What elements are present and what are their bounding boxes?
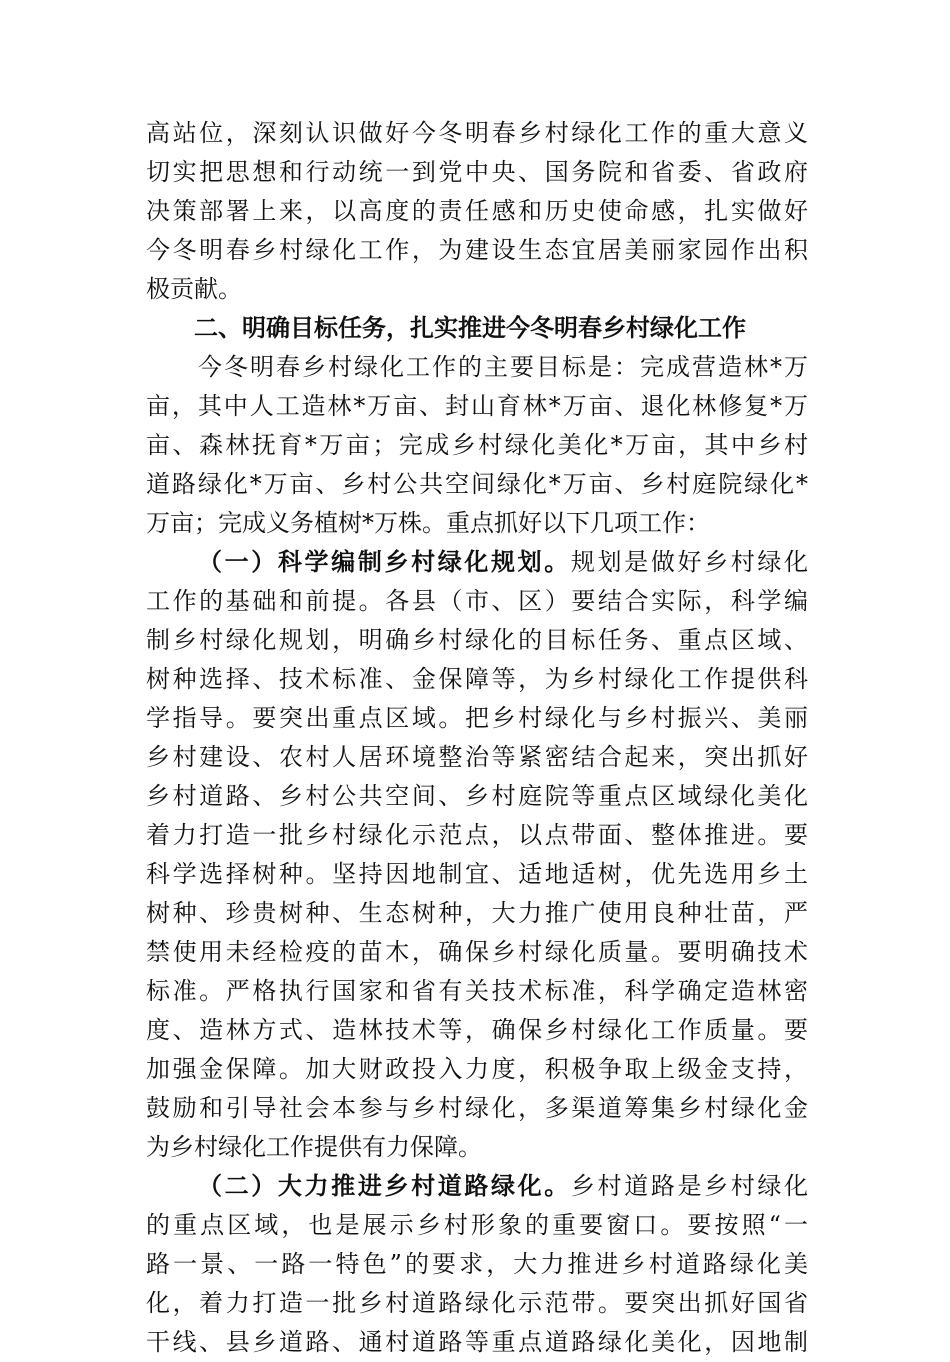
text-line: 树种选择、技术标准、金保障等，为乡村绿化工作提供科 [146, 665, 808, 693]
text-line: 干线、县乡道路、通村道路等重点道路绿化美化，因地制 [146, 1328, 808, 1356]
text-line: 度、造林方式、造林技术等，确保乡村绿化工作质量。要 [146, 1016, 808, 1044]
document-page [146, 114, 808, 1362]
text-line: 工作的基础和前提。各县（市、区）要结合实际，科学编 [146, 587, 808, 615]
text-line: 标准。严格执行国家和省有关技术标准，科学确定造林密 [146, 977, 808, 1005]
text-line: 亩、森林抚育*万亩；完成乡村绿化美化*万亩，其中乡村 [146, 431, 808, 459]
section-heading: 二、明确目标任务，扎实推进今冬明春乡村绿化工作 [194, 314, 746, 342]
text-line: 鼓励和引导社会本参与乡村绿化，多渠道筹集乡村绿化金 [146, 1094, 808, 1122]
text-line: 决策部署上来，以高度的责任感和历史使命感，扎实做好 [146, 197, 808, 225]
text-line: 乡村道路、乡村公共空间、乡村庭院等重点区域绿化美化 [146, 782, 808, 810]
text-line: 的重点区域，也是展示乡村形象的重要窗口。要按照“一 [146, 1211, 808, 1239]
text-line: 切实把思想和行动统一到党中央、国务院和省委、省政府 [146, 158, 808, 186]
text-line: 树种、珍贵树种、生态树种，大力推广使用良种壮苗，严 [146, 899, 808, 927]
text-line: 高站位，深刻认识做好今冬明春乡村绿化工作的重大意义 [146, 119, 808, 147]
text-line: 为乡村绿化工作提供有力保障。 [146, 1133, 482, 1161]
text-line: 万亩；完成义务植树*万株。重点抓好以下几项工作： [146, 509, 710, 537]
text-line [146, 1167, 808, 1206]
paragraph-planning [146, 543, 808, 1167]
text-line: 乡村建设、农村人居环境整治等紧密结合起来，突出抓好 [146, 743, 808, 771]
text-segment: 规划是做好乡村绿化 [570, 548, 809, 576]
text-line: 路一景、一路一特色”的要求，大力推进乡村道路绿化美 [146, 1250, 808, 1278]
paragraph-lead: （二）大力推进乡村道路绿化。 [198, 1172, 571, 1200]
text-line: 学指导。要突出重点区域。把乡村绿化与乡村振兴、美丽 [146, 704, 808, 732]
text-line: 亩，其中人工造林*万亩、封山育林*万亩、退化林修复*万 [146, 392, 808, 420]
paragraph-lead: （一）科学编制乡村绿化规划。 [198, 548, 571, 576]
text-line: 制乡村绿化规划，明确乡村绿化的目标任务、重点区域、 [146, 626, 808, 654]
text-line: 禁使用未经检疫的苗木，确保乡村绿化质量。要明确技术 [146, 938, 808, 966]
text-line: 今冬明春乡村绿化工作的主要目标是：完成营造林*万 [198, 353, 808, 381]
text-line: 科学选择树种。坚持因地制宜、适地适树，优先选用乡土 [146, 860, 808, 888]
paragraph-goals [146, 348, 808, 543]
text-line: 道路绿化*万亩、乡村公共空间绿化*万亩、乡村庭院绿化* [146, 470, 808, 498]
paragraph-roads [146, 1167, 808, 1362]
text-line: 极贡献。 [146, 275, 242, 303]
paragraph-context [146, 114, 808, 309]
text-line: 化，着力打造一批乡村道路绿化示范带。要突出抓好国省 [146, 1289, 808, 1317]
text-line: 今冬明春乡村绿化工作，为建设生态宜居美丽家园作出积 [146, 236, 808, 264]
text-line: 加强金保障。加大财政投入力度，积极争取上级金支持， [146, 1055, 808, 1083]
text-segment: 乡村道路是乡村绿化 [570, 1172, 809, 1200]
text-line [146, 543, 808, 582]
text-line: 着力打造一批乡村绿化示范点，以点带面、整体推进。要 [146, 821, 808, 849]
